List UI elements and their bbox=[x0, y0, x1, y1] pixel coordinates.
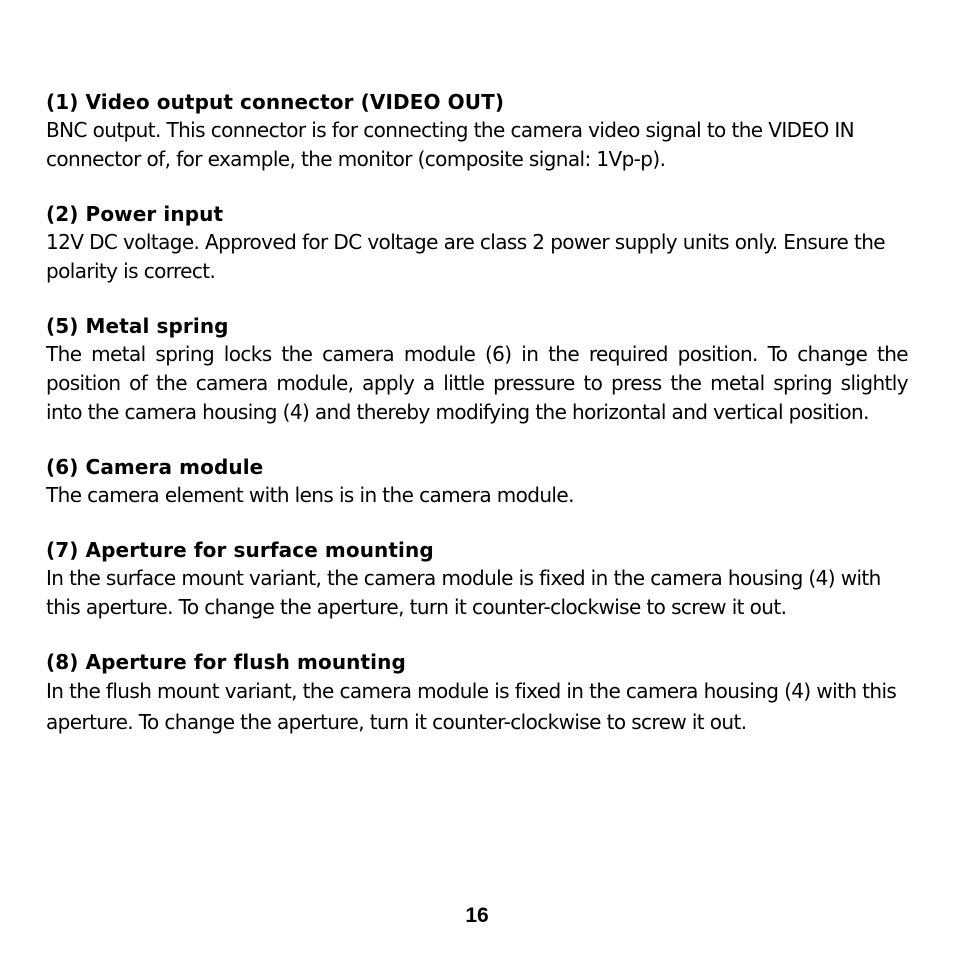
section-body: In the flush mount variant, the camera module is fixed in the camera housing (4) with this aperture. To change the aperture, turn it counter-clockwise to screw it out. bbox=[46, 679, 897, 734]
section-heading: (7) Aperture for surface mounting bbox=[46, 538, 434, 562]
section-body: 12V DC voltage. Approved for DC voltage are class 2 power supply units only. Ensure the polarity is correct. bbox=[46, 230, 885, 283]
section-aperture-flush bbox=[46, 648, 908, 738]
section-metal-spring bbox=[46, 312, 908, 427]
section-heading: (1) Video output connector (VIDEO OUT) bbox=[46, 90, 505, 114]
section-heading: (6) Camera module bbox=[46, 455, 264, 479]
section-camera-module bbox=[46, 453, 908, 510]
section-heading: (2) Power input bbox=[46, 202, 224, 226]
section-heading: (5) Metal spring bbox=[46, 314, 229, 338]
section-body: In the surface mount variant, the camera module is fixed in the camera housing (4) with this aperture. To change the aperture, turn it counter-clockwise to screw it out. bbox=[46, 566, 881, 619]
section-video-output bbox=[46, 88, 908, 174]
section-power-input bbox=[46, 200, 908, 286]
section-heading: (8) Aperture for flush mounting bbox=[46, 650, 406, 674]
section-body: The camera element with lens is in the camera module. bbox=[46, 483, 574, 507]
section-aperture-surface bbox=[46, 536, 908, 622]
section-body: BNC output. This connector is for connecting the camera video signal to the VIDEO IN connector of, for example, the monitor (composite signal: 1Vp-p). bbox=[46, 118, 855, 171]
page-number: 16 bbox=[465, 904, 489, 927]
section-body: The metal spring locks the camera module (6) in the required position. To change the position of the camera module, apply a little pressure to press the metal spring slightly into the camera housing (4) and thereby modifying the horizontal and vertical position. bbox=[46, 342, 908, 424]
document-page bbox=[46, 88, 908, 764]
